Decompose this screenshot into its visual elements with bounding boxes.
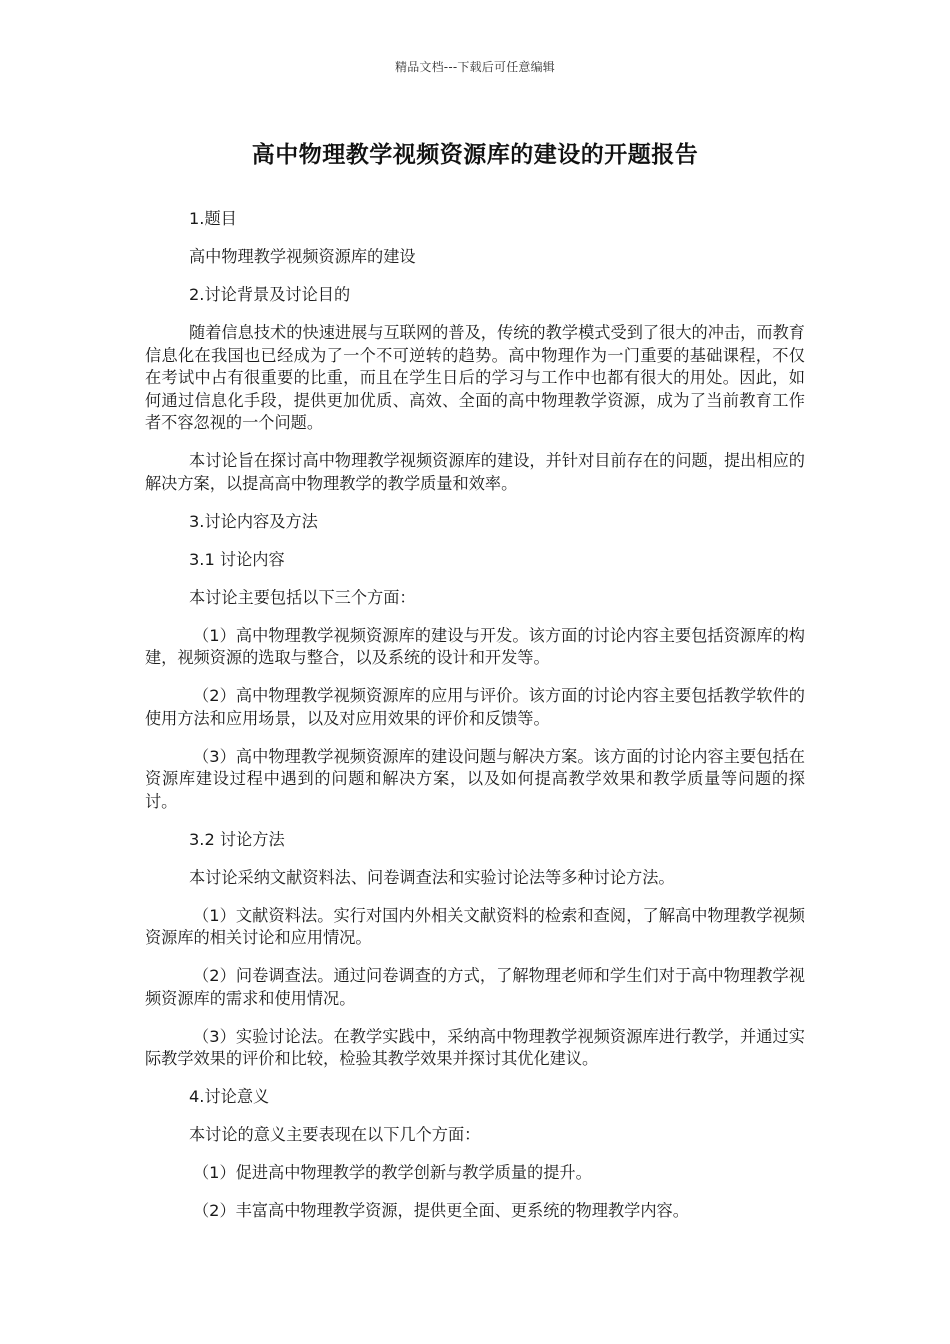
paragraph: 本讨论主要包括以下三个方面： — [189, 587, 416, 607]
section-heading: 4.讨论意义 — [189, 1087, 270, 1106]
paragraph: 本讨论的意义主要表现在以下几个方面： — [189, 1125, 481, 1144]
list-item: （2）问卷调查法。通过问卷调查的方式，了解物理老师和学生们对于高中物理教学视频资源库的需求和使用情况。 — [145, 966, 805, 1008]
paragraph: 高中物理教学视频资源库的建设 — [189, 247, 416, 266]
list-item: （1）文献资料法。实行对国内外相关文献资料的检索和查阅，了解高中物理教学视频资源库的相关讨论和应用情况。 — [145, 905, 805, 947]
header-note: 精品文档---下载后可任意编辑 — [395, 60, 555, 74]
list-item: （1）高中物理教学视频资源库的建设与开发。该方面的讨论内容主要包括资源库的构建，视频资源的选取与整合，以及系统的设计和开发等。 — [145, 625, 805, 667]
subsection-heading: 3.2 讨论方法 — [189, 829, 285, 849]
section-heading: 1.题目 — [189, 209, 237, 228]
section-heading: 3.讨论内容及方法 — [189, 511, 318, 531]
paragraph: 随着信息技术的快速进展与互联网的普及，传统的教学模式受到了很大的冲击，而教育信息化在我国也已经成为了一个不可逆转的趋势。高中物理作为一门重要的基础课程，不仅在考试中占有很重要的比重，而且在学生日后的学习与工作中也都有很大的用处。因此，如何通过信息化手段，提供更加优质、高效、全面的高中物理教学资源，成为了当前教育工作者不容忽视的一个问题。 — [145, 323, 805, 432]
list-item: （3）实验讨论法。在教学实践中，采纳高中物理教学视频资源库进行教学，并通过实际教学效果的评价和比较，检验其教学效果并探讨其优化建议。 — [145, 1026, 805, 1068]
list-item: （3）高中物理教学视频资源库的建设问题与解决方案。该方面的讨论内容主要包括在资源库建设过程中遇到的问题和解决方案，以及如何提高教学效果和教学质量等问题的探讨。 — [145, 746, 805, 811]
list-item: （1）促进高中物理教学的教学创新与教学质量的提升。 — [193, 1163, 592, 1182]
section-heading: 2.讨论背景及讨论目的 — [189, 285, 351, 304]
document-body — [145, 208, 805, 1238]
list-item: （2）高中物理教学视频资源库的应用与评价。该方面的讨论内容主要包括教学软件的使用方法和应用场景，以及对应用效果的评价和反馈等。 — [145, 686, 805, 728]
paragraph: 本讨论采纳文献资料法、问卷调查法和实验讨论法等多种讨论方法。 — [189, 867, 675, 887]
list-item: （2）丰富高中物理教学资源，提供更全面、更系统的物理教学内容。 — [193, 1201, 689, 1220]
subsection-heading: 3.1 讨论内容 — [189, 549, 285, 569]
paragraph: 本讨论旨在探讨高中物理教学视频资源库的建设，并针对目前存在的问题，提出相应的解决方案，以提高高中物理教学的教学质量和效率。 — [145, 451, 805, 493]
document-title: 高中物理教学视频资源库的建设的开题报告 — [251, 142, 699, 168]
